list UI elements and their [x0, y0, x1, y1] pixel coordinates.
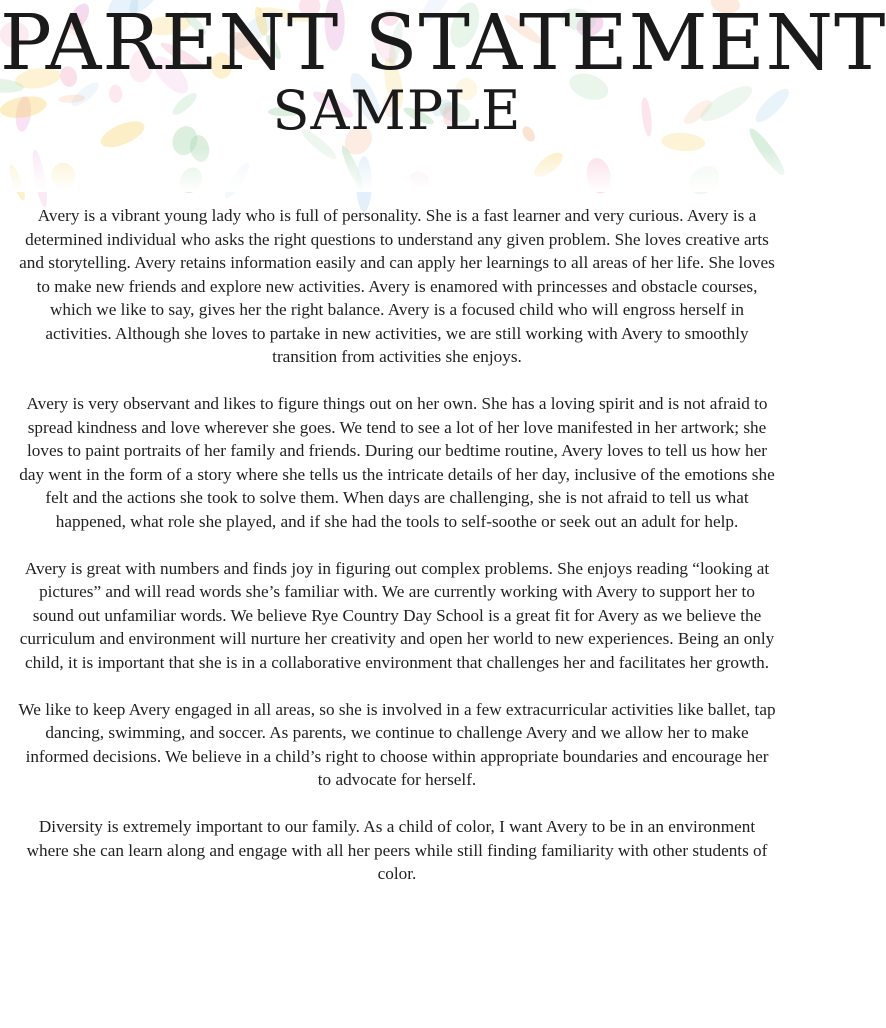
- page-title: PARENT STATEMENT: [0, 0, 886, 88]
- page-subtitle: SAMPLE: [272, 79, 522, 142]
- paragraph: Avery is very observant and likes to figure things out on her own. She has a loving spirit and is not afraid to spread kindness and love wherever she goes. We tend to see a lot of her love manifested in her artwork; she loves to paint portraits of her family and friends. During our bedtime routine, Avery loves to tell us how her day went in the form of a story where she tells us the intricate details of her day, inclusive of the emotions she felt and the actions she took to solve them. When days are challenging, she is not afraid to tell us what happened, what role she played, and if she had the tools to self-soothe or seek out an adult for help.: [19, 394, 775, 531]
- paragraph: We like to keep Avery engaged in all areas, so she is involved in a few extracurricular activities like ballet, tap dancing, swimming, and soccer. As parents, we continue to challenge Avery and we allow her to make informed decisions. We believe in a child’s right to choose within appropriate boundaries and encourage her to advocate for herself.: [18, 699, 776, 789]
- paragraph: Avery is great with numbers and finds joy in figuring out complex problems. She enjoys reading “looking at pictures” and will read words she’s familiar with. We are currently working with Avery to support her to sound out unfamiliar words. We believe Rye Country Day School is a great fit for Avery as we believe the curriculum and environment will nurture her creativity and open her world to new experiences. Being an only child, it is important that she is in a collaborative environment that challenges her and facilitates her growth.: [19, 558, 775, 672]
- paragraph: Diversity is extremely important to our family. As a child of color, I want Avery to be in an environment where she can learn along and engage with all her peers while still finding familiarity with other students of color.: [26, 817, 768, 883]
- statement-body: [18, 204, 776, 909]
- header-banner: [0, 0, 886, 192]
- paragraph: Avery is a vibrant young lady who is full of personality. She is a fast learner and very curious. Avery is a determined individual who asks the right questions to understand any given problem. She loves creative arts and storytelling. Avery retains information easily and can apply her learnings to all areas of her life. She loves to make new friends and explore new activities. Avery is enamored with princesses and obstacle courses, which we like to say, gives her the right balance. Avery is a focused child who will engross herself in activities. Although she loves to partake in new activities, we are still working with Avery to smoothly transition from activities she enjoys.: [19, 206, 775, 366]
